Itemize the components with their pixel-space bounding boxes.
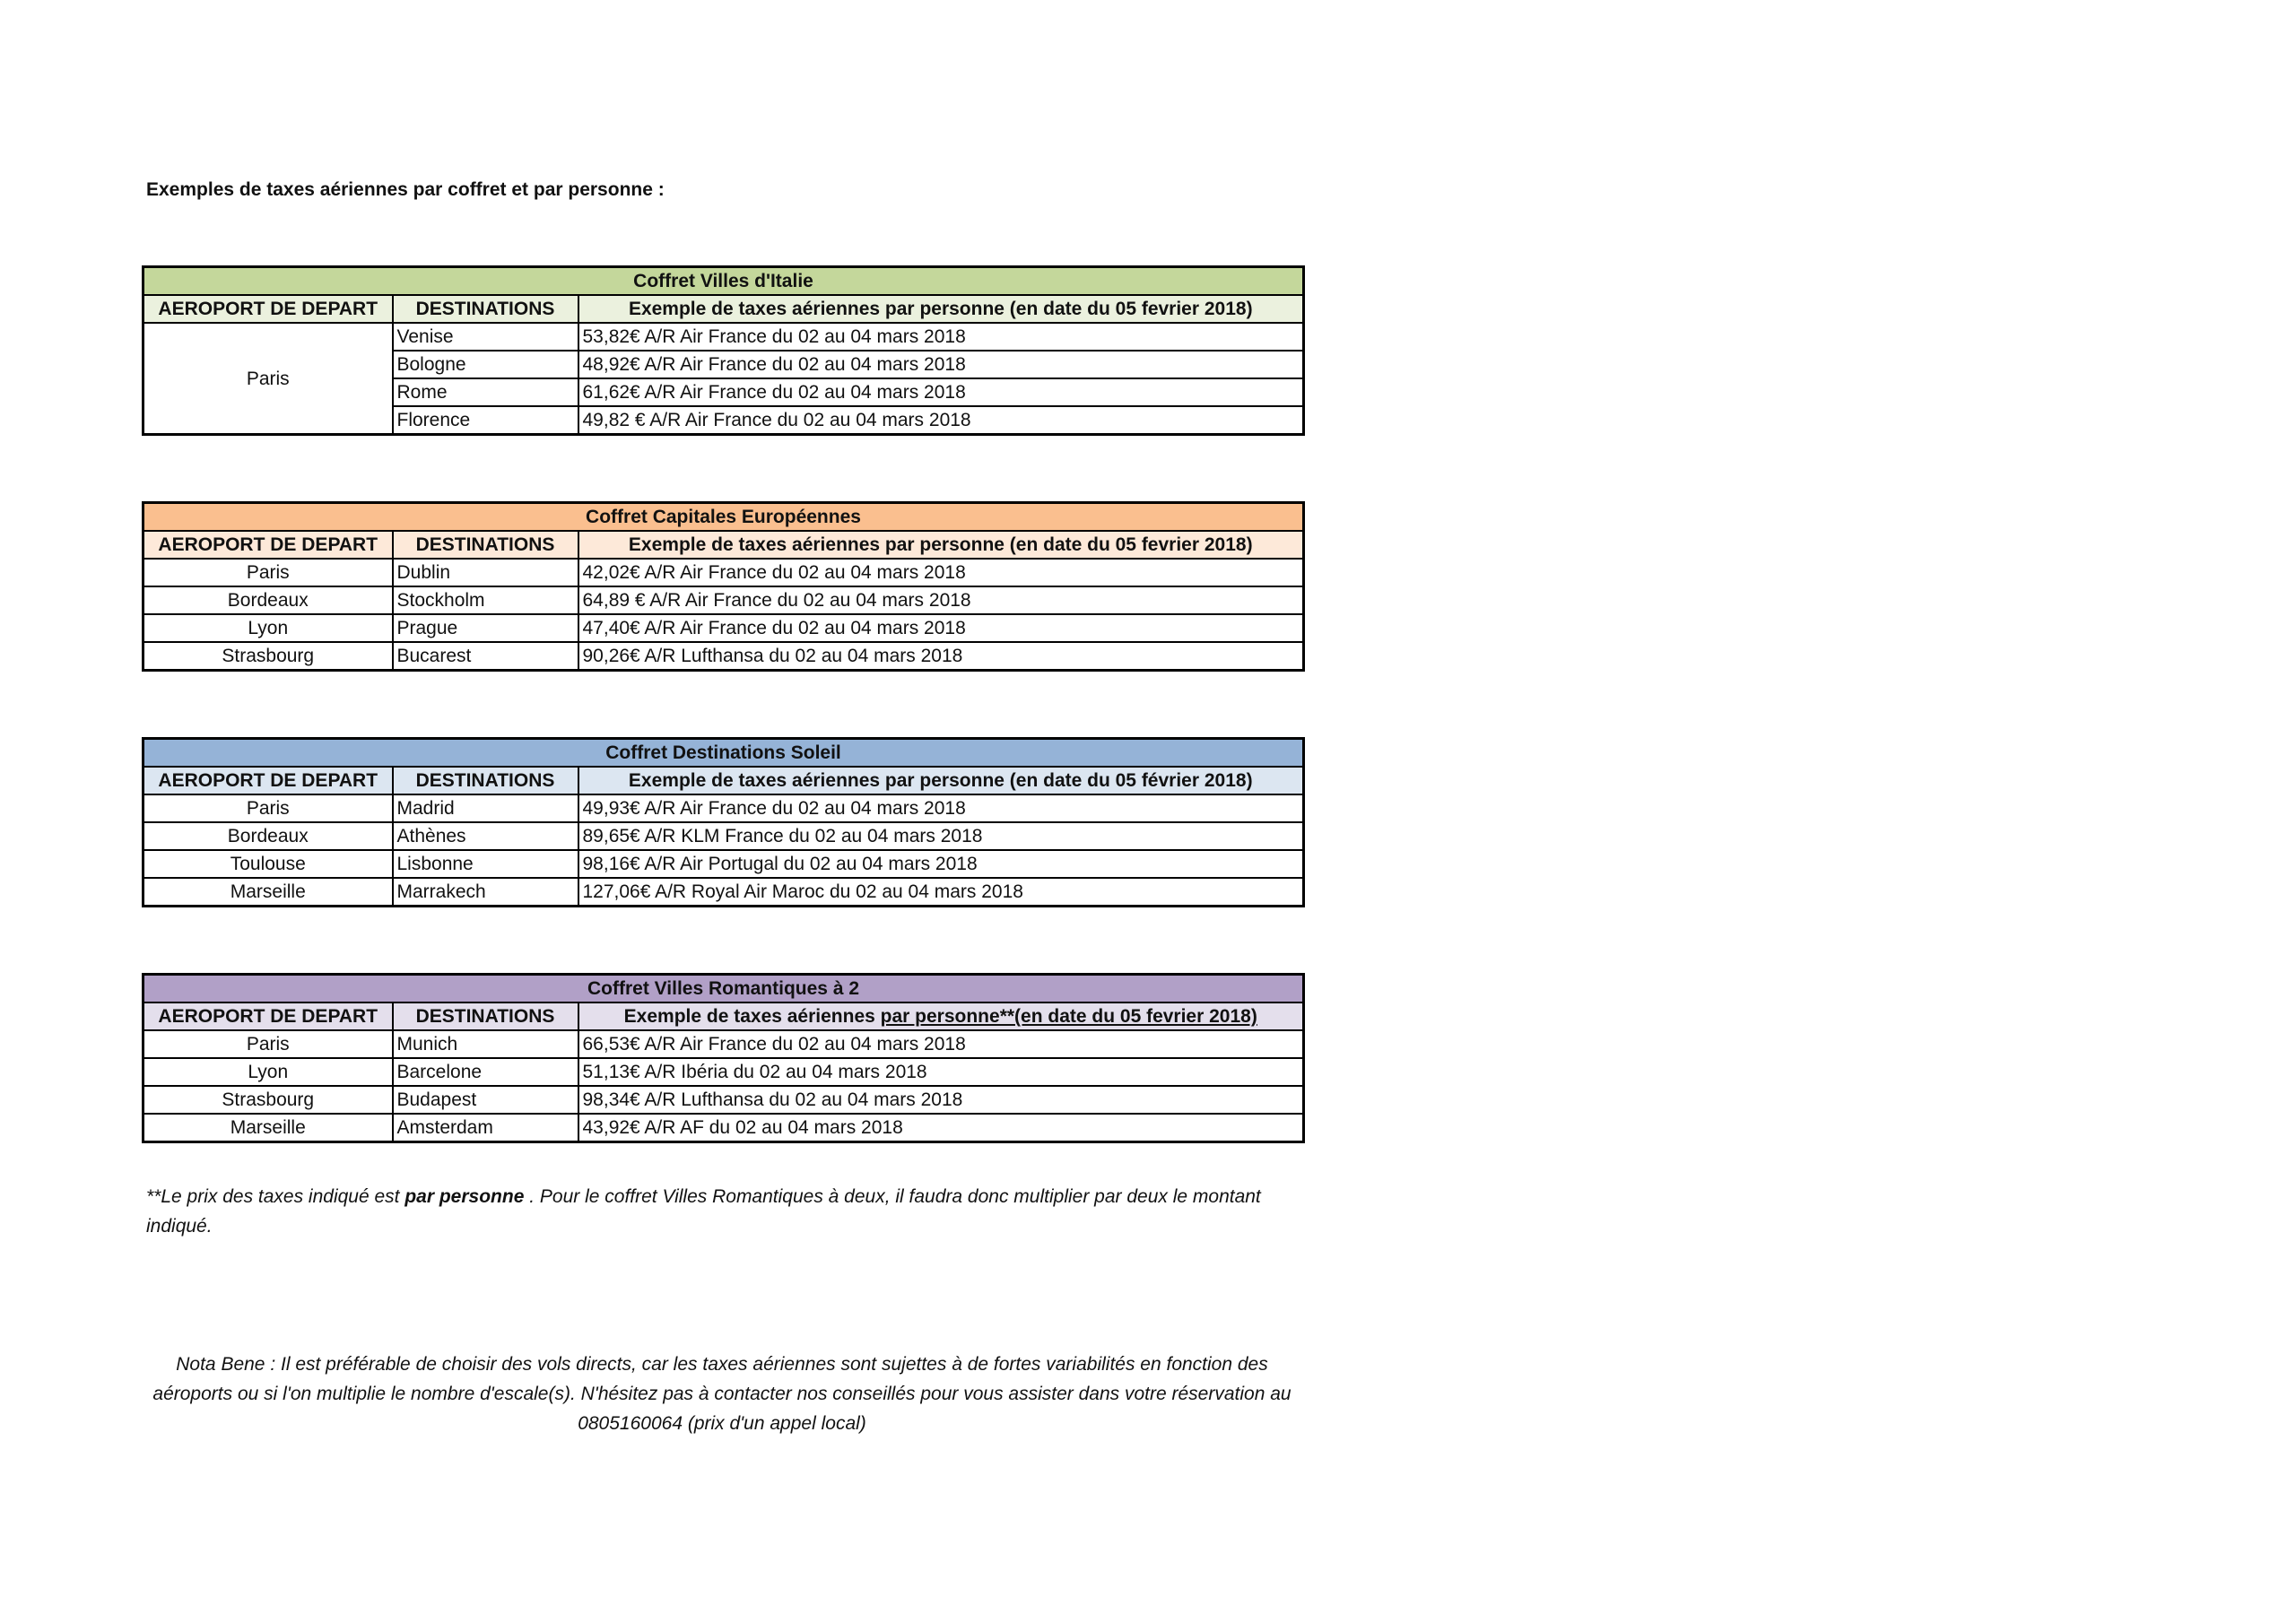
destination-cell: Athènes bbox=[393, 822, 578, 850]
destination-cell: Florence bbox=[393, 406, 578, 435]
destination-cell: Munich bbox=[393, 1030, 578, 1058]
destination-cell: Budapest bbox=[393, 1086, 578, 1114]
departure-cell: Paris bbox=[144, 794, 393, 822]
destination-cell: Dublin bbox=[393, 559, 578, 586]
column-header-destinations: DESTINATIONS bbox=[393, 1002, 578, 1030]
tax-cell: 66,53€ A/R Air France du 02 au 04 mars 2018 bbox=[578, 1030, 1304, 1058]
tax-cell: 53,82€ A/R Air France du 02 au 04 mars 2018 bbox=[578, 323, 1304, 351]
tax-cell: 47,40€ A/R Air France du 02 au 04 mars 2018 bbox=[578, 614, 1304, 642]
footnote bbox=[146, 1182, 1312, 1241]
tax-cell: 49,93€ A/R Air France du 02 au 04 mars 2018 bbox=[578, 794, 1304, 822]
table-title: Coffret Destinations Soleil bbox=[144, 739, 1304, 768]
tax-cell: 42,02€ A/R Air France du 02 au 04 mars 2018 bbox=[578, 559, 1304, 586]
table-row bbox=[144, 822, 1304, 850]
departure-cell: Bordeaux bbox=[144, 822, 393, 850]
column-header-taxes: Exemple de taxes aériennes par personne (en date du 05 fevrier 2018) bbox=[578, 531, 1304, 559]
table-title: Coffret Villes Romantiques à 2 bbox=[144, 975, 1304, 1003]
table-row bbox=[144, 878, 1304, 907]
table-coffret-destinations-soleil bbox=[142, 737, 1305, 907]
departure-cell: Marseille bbox=[144, 1114, 393, 1142]
table-row bbox=[144, 850, 1304, 878]
column-header-destinations: DESTINATIONS bbox=[393, 767, 578, 794]
footnote-text: **Le prix des taxes indiqué est bbox=[146, 1186, 405, 1207]
departure-cell: Bordeaux bbox=[144, 586, 393, 614]
destination-cell: Bucarest bbox=[393, 642, 578, 671]
departure-cell: Strasbourg bbox=[144, 642, 393, 671]
table-row bbox=[144, 1058, 1304, 1086]
departure-cell: Paris bbox=[144, 559, 393, 586]
table-coffret-villes-italie bbox=[142, 265, 1305, 436]
column-header-depart: AEROPORT DE DEPART bbox=[144, 531, 393, 559]
table-row bbox=[144, 586, 1304, 614]
column-header-taxes: Exemple de taxes aériennes par personne (en date du 05 fevrier 2018) bbox=[578, 295, 1304, 323]
tax-cell: 98,34€ A/R Lufthansa du 02 au 04 mars 2018 bbox=[578, 1086, 1304, 1114]
tax-cell: 98,16€ A/R Air Portugal du 02 au 04 mars 2018 bbox=[578, 850, 1304, 878]
header-underlined-text: par personne** bbox=[880, 1006, 1015, 1027]
tax-cell: 49,82 € A/R Air France du 02 au 04 mars 2018 bbox=[578, 406, 1304, 435]
destination-cell: Venise bbox=[393, 323, 578, 351]
table-row bbox=[144, 559, 1304, 586]
table-coffret-villes-romantiques bbox=[142, 973, 1305, 1143]
destination-cell: Bologne bbox=[393, 351, 578, 378]
nota-bene: Nota Bene : Il est préférable de choisir des vols directs, car les taxes aériennes sont sujettes à de fortes variabilités en fonction des aéroports ou si l'on multiplie le nombre d'escale(s). N'hésitez pas à contacter nos conseillés pour vous assister dans votre réservation au 0805160064 (prix d'un appel local) bbox=[152, 1354, 1292, 1434]
table-row bbox=[144, 323, 1304, 351]
tax-cell: 51,13€ A/R Ibéria du 02 au 04 mars 2018 bbox=[578, 1058, 1304, 1086]
column-header-taxes bbox=[578, 1002, 1304, 1030]
destination-cell: Barcelone bbox=[393, 1058, 578, 1086]
page-title: Exemples de taxes aériennes par coffret et par personne : bbox=[146, 179, 665, 200]
tax-cell: 90,26€ A/R Lufthansa du 02 au 04 mars 2018 bbox=[578, 642, 1304, 671]
column-header-destinations: DESTINATIONS bbox=[393, 295, 578, 323]
table-row bbox=[144, 1086, 1304, 1114]
destination-cell: Madrid bbox=[393, 794, 578, 822]
departure-cell: Toulouse bbox=[144, 850, 393, 878]
destination-cell: Stockholm bbox=[393, 586, 578, 614]
column-header-taxes: Exemple de taxes aériennes par personne (en date du 05 février 2018) bbox=[578, 767, 1304, 794]
departure-cell: Paris bbox=[144, 323, 393, 435]
departure-cell: Lyon bbox=[144, 614, 393, 642]
table-row bbox=[144, 1030, 1304, 1058]
table-title: Coffret Villes d'Italie bbox=[144, 267, 1304, 296]
table-title: Coffret Capitales Européennes bbox=[144, 503, 1304, 532]
departure-cell: Marseille bbox=[144, 878, 393, 907]
tax-cell: 43,92€ A/R AF du 02 au 04 mars 2018 bbox=[578, 1114, 1304, 1142]
table-row bbox=[144, 642, 1304, 671]
column-header-destinations: DESTINATIONS bbox=[393, 531, 578, 559]
table-row bbox=[144, 794, 1304, 822]
tax-cell: 48,92€ A/R Air France du 02 au 04 mars 2018 bbox=[578, 351, 1304, 378]
column-header-depart: AEROPORT DE DEPART bbox=[144, 767, 393, 794]
tax-cell: 127,06€ A/R Royal Air Maroc du 02 au 04 mars 2018 bbox=[578, 878, 1304, 907]
table-row bbox=[144, 1114, 1304, 1142]
departure-cell: Lyon bbox=[144, 1058, 393, 1086]
tax-cell: 89,65€ A/R KLM France du 02 au 04 mars 2018 bbox=[578, 822, 1304, 850]
departure-cell: Paris bbox=[144, 1030, 393, 1058]
table-coffret-capitales-europeennes bbox=[142, 501, 1305, 672]
destination-cell: Rome bbox=[393, 378, 578, 406]
departure-cell: Strasbourg bbox=[144, 1086, 393, 1114]
destination-cell: Marrakech bbox=[393, 878, 578, 907]
column-header-depart: AEROPORT DE DEPART bbox=[144, 295, 393, 323]
tax-cell: 61,62€ A/R Air France du 02 au 04 mars 2018 bbox=[578, 378, 1304, 406]
destination-cell: Amsterdam bbox=[393, 1114, 578, 1142]
header-date-text: (en date du 05 fevrier 2018) bbox=[1014, 1006, 1257, 1027]
tax-cell: 64,89 € A/R Air France du 02 au 04 mars 2018 bbox=[578, 586, 1304, 614]
footnote-text-end: . Pour le coffret Villes Romantiques à deux, il faudra donc multiplier par deux le montant indiqué. bbox=[146, 1186, 1261, 1237]
header-text: Exemple de taxes aériennes bbox=[623, 1006, 881, 1027]
column-header-depart: AEROPORT DE DEPART bbox=[144, 1002, 393, 1030]
destination-cell: Prague bbox=[393, 614, 578, 642]
destination-cell: Lisbonne bbox=[393, 850, 578, 878]
table-row bbox=[144, 614, 1304, 642]
footnote-bold-text: par personne bbox=[404, 1186, 525, 1207]
